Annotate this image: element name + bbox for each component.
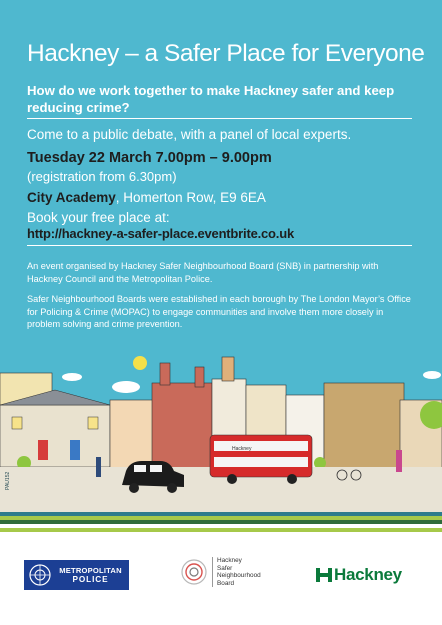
debate-line: Come to a public debate, with a panel of local experts. [27,127,352,142]
met-logo-line1: METROPOLITAN [59,566,122,575]
door [38,440,48,460]
snb-logo-line3: Neighbourhood [217,572,261,580]
registration-time: (registration from 6.30pm) [27,169,177,184]
tower [195,367,204,387]
wheel [287,474,297,484]
venue-address: , Homerton Row, E9 6EA [115,190,266,205]
cloud-icon [62,373,82,381]
wheel [167,483,177,493]
venue-name: City Academy [27,190,116,205]
hackney-logo-text: Hackney [334,565,402,584]
event-venue [27,190,266,205]
metropolitan-police-logo [24,560,129,590]
door [70,440,80,460]
divider [27,245,412,246]
booking-url-link[interactable]: http://hackney-a-safer-place.eventbrite.co.uk [27,226,294,241]
cloud-icon [112,381,140,393]
street-scene-illustration [0,345,442,520]
window [12,417,22,429]
booking-line: Book your free place at: [27,210,170,225]
snb-logo-line2: Safer [217,564,233,572]
tower [222,357,234,381]
building [324,383,404,468]
tower [160,363,170,385]
wheel [129,483,139,493]
taxi-window [150,465,162,472]
person [96,457,101,477]
hackney-council-logo [315,565,402,585]
bus-sign: Hackney [232,446,252,452]
decorative-stripes [0,508,442,532]
building [152,383,212,468]
bus-windows [214,441,308,451]
wheel [227,474,237,484]
window [88,417,98,429]
person [396,450,402,472]
poster-title: Hackney – a Safer Place for Everyone [27,40,425,67]
police-crest-icon [28,563,52,587]
organiser-paragraph: An event organised by Hackney Safer Neighbourhood Board (SNB) in partnership with Hackney Council and the Metropolitan Police. [27,261,379,284]
hackney-h-icon [315,566,333,584]
event-date-time: Tuesday 22 March 7.00pm – 9.00pm [27,150,272,166]
snb-logo [180,557,261,587]
divider [27,118,412,119]
building [0,405,110,467]
bus-windows [214,457,308,467]
met-logo-line2: POLICE [72,575,109,584]
snb-swirl-icon [180,558,208,586]
building [110,400,155,468]
sponsor-logos [0,532,442,625]
cloud-icon [423,371,441,379]
taxi-window [134,465,146,472]
snb-paragraph: Safer Neighbourhood Boards were established in each borough by The London Mayor’s Office for Policing & Crime (MOPAC) to engage communities and involve them more closely in problem solving and crime prevention. [27,294,411,329]
poster-question: How do we work together to make Hackney safer and keep reducing crime? [27,83,395,115]
snb-logo-line4: Board [217,579,235,587]
sun-icon [133,356,147,370]
snb-logo-line1: Hackney [217,557,242,564]
print-code: PAU152 [5,471,11,490]
